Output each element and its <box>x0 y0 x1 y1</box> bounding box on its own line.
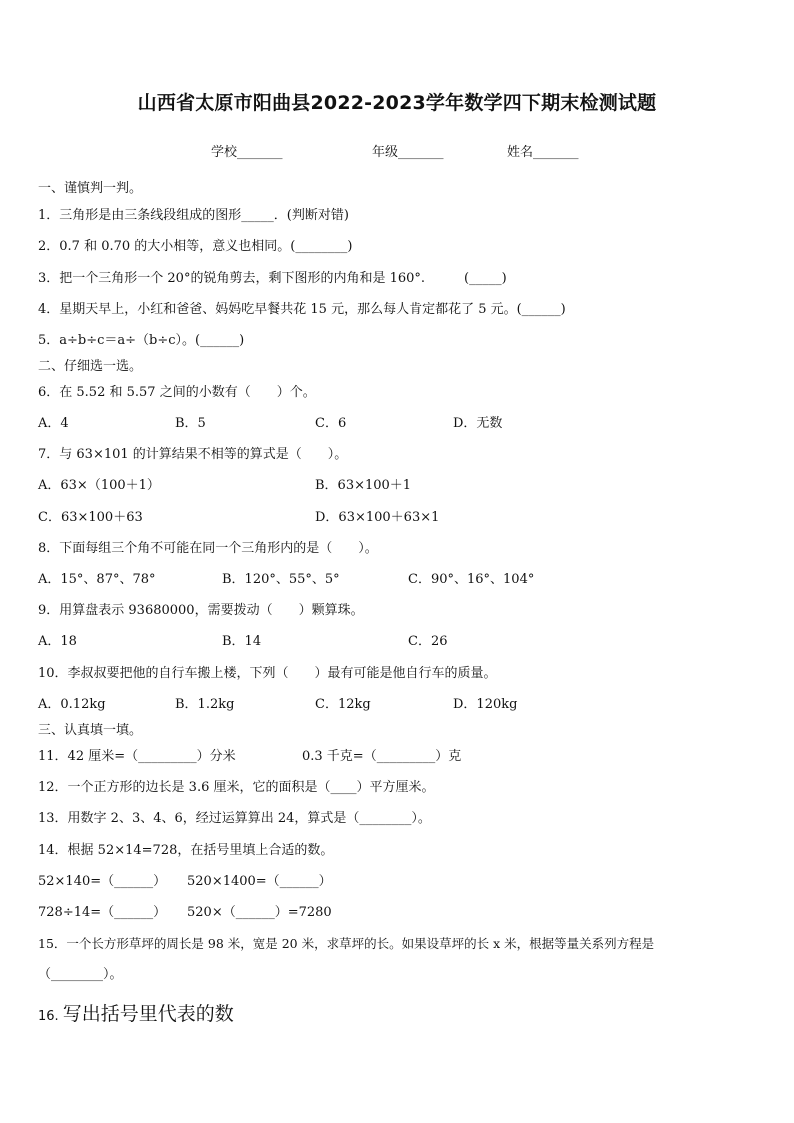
question-13: 13．用数字 2、3、4、6，经过运算算出 24，算式是（________）。 <box>38 811 431 826</box>
question-8: 8．下面每组三个角不可能在同一个三角形内的是（ ）。 <box>38 541 378 556</box>
section-heading-2: 二、仔细选一选。 <box>38 359 143 374</box>
q10-option-b: B．1.2kg <box>175 697 235 712</box>
page-title: 山西省太原市阳曲县2022-2023学年数学四下期末检测试题 <box>137 92 657 114</box>
q8-option-c: C．90°、16°、104° <box>408 572 535 587</box>
question-11-part-a: 11．42 厘米=（_________）分米 <box>38 749 236 764</box>
q7-option-c: C．63×100＋63 <box>38 510 143 525</box>
name-field: 姓名_______ <box>507 145 579 160</box>
q9-option-b: B．14 <box>222 634 262 649</box>
q6-option-c: C．6 <box>315 416 347 431</box>
question-7: 7．与 63×101 的计算结果不相等的算式是（ ）。 <box>38 447 348 462</box>
q10-option-a: A．0.12kg <box>38 697 106 712</box>
q7-option-b: B．63×100＋1 <box>315 478 412 493</box>
question-15-answer: （________）。 <box>38 967 123 982</box>
q10-option-d: D．120kg <box>453 697 518 712</box>
question-1: 1．三角形是由三条线段组成的图形_____．(判断对错) <box>38 208 349 223</box>
q9-option-a: A．18 <box>38 634 77 649</box>
q9-option-c: C．26 <box>408 634 448 649</box>
q10-option-c: C．12kg <box>315 697 371 712</box>
question-6: 6．在 5.52 和 5.57 之间的小数有（ ）个。 <box>38 385 316 400</box>
question-15: 15．一个长方形草坪的周长是 98 米，宽是 20 米，求草坪的长。如果设草坪的长 x 米，根据等量关系列方程是 <box>38 936 655 951</box>
question-16-number: 16. <box>38 1009 59 1024</box>
q8-option-a: A．15°、87°、78° <box>38 572 156 587</box>
question-14: 14．根据 52×14=728，在括号里填上合适的数。 <box>38 843 334 858</box>
q6-option-d: D．无数 <box>453 416 503 431</box>
question-10: 10．李叔叔要把他的自行车搬上楼，下列（ ）最有可能是他自行车的质量。 <box>38 666 497 681</box>
question-11-part-b: 0.3 千克=（_________）克 <box>302 749 462 764</box>
question-16-text: 写出括号里代表的数 <box>62 1003 234 1025</box>
section-heading-3: 三、认真填一填。 <box>38 723 143 738</box>
q7-option-d: D．63×100＋63×1 <box>315 510 440 525</box>
q6-option-b: B．5 <box>175 416 206 431</box>
question-2: 2．0.7 和 0.70 的大小相等，意义也相同。(________) <box>38 239 353 254</box>
section-heading-1: 一、谨慎判一判。 <box>38 181 143 196</box>
question-12: 12．一个正方形的边长是 3.6 厘米，它的面积是（____）平方厘米。 <box>38 780 435 795</box>
q14-item-c: 728÷14=（______） <box>38 905 167 920</box>
q14-item-d: 520×（______）=7280 <box>187 905 332 920</box>
grade-field: 年级_______ <box>372 145 444 160</box>
q7-option-a: A．63×（100＋1） <box>38 478 160 493</box>
question-9: 9．用算盘表示 93680000，需要拨动（ ）颗算珠。 <box>38 603 364 618</box>
q14-item-a: 52×140=（______） <box>38 874 167 889</box>
question-5: 5．a÷b÷c＝a÷（b÷c）。(______) <box>38 333 245 348</box>
q6-option-a: A．4 <box>38 416 69 431</box>
question-16 <box>38 999 234 1026</box>
school-field: 学校_______ <box>211 145 283 160</box>
q8-option-b: B．120°、55°、5° <box>222 572 340 587</box>
question-4: 4．星期天早上，小红和爸爸、妈妈吃早餐共花 15 元，那么每人肯定都花了 5 元。(______) <box>38 302 566 317</box>
q14-item-b: 520×1400=（______） <box>187 874 332 889</box>
question-3: 3．把一个三角形一个 20°的锐角剪去，剩下图形的内角和是 160°. (_____) <box>38 271 507 286</box>
